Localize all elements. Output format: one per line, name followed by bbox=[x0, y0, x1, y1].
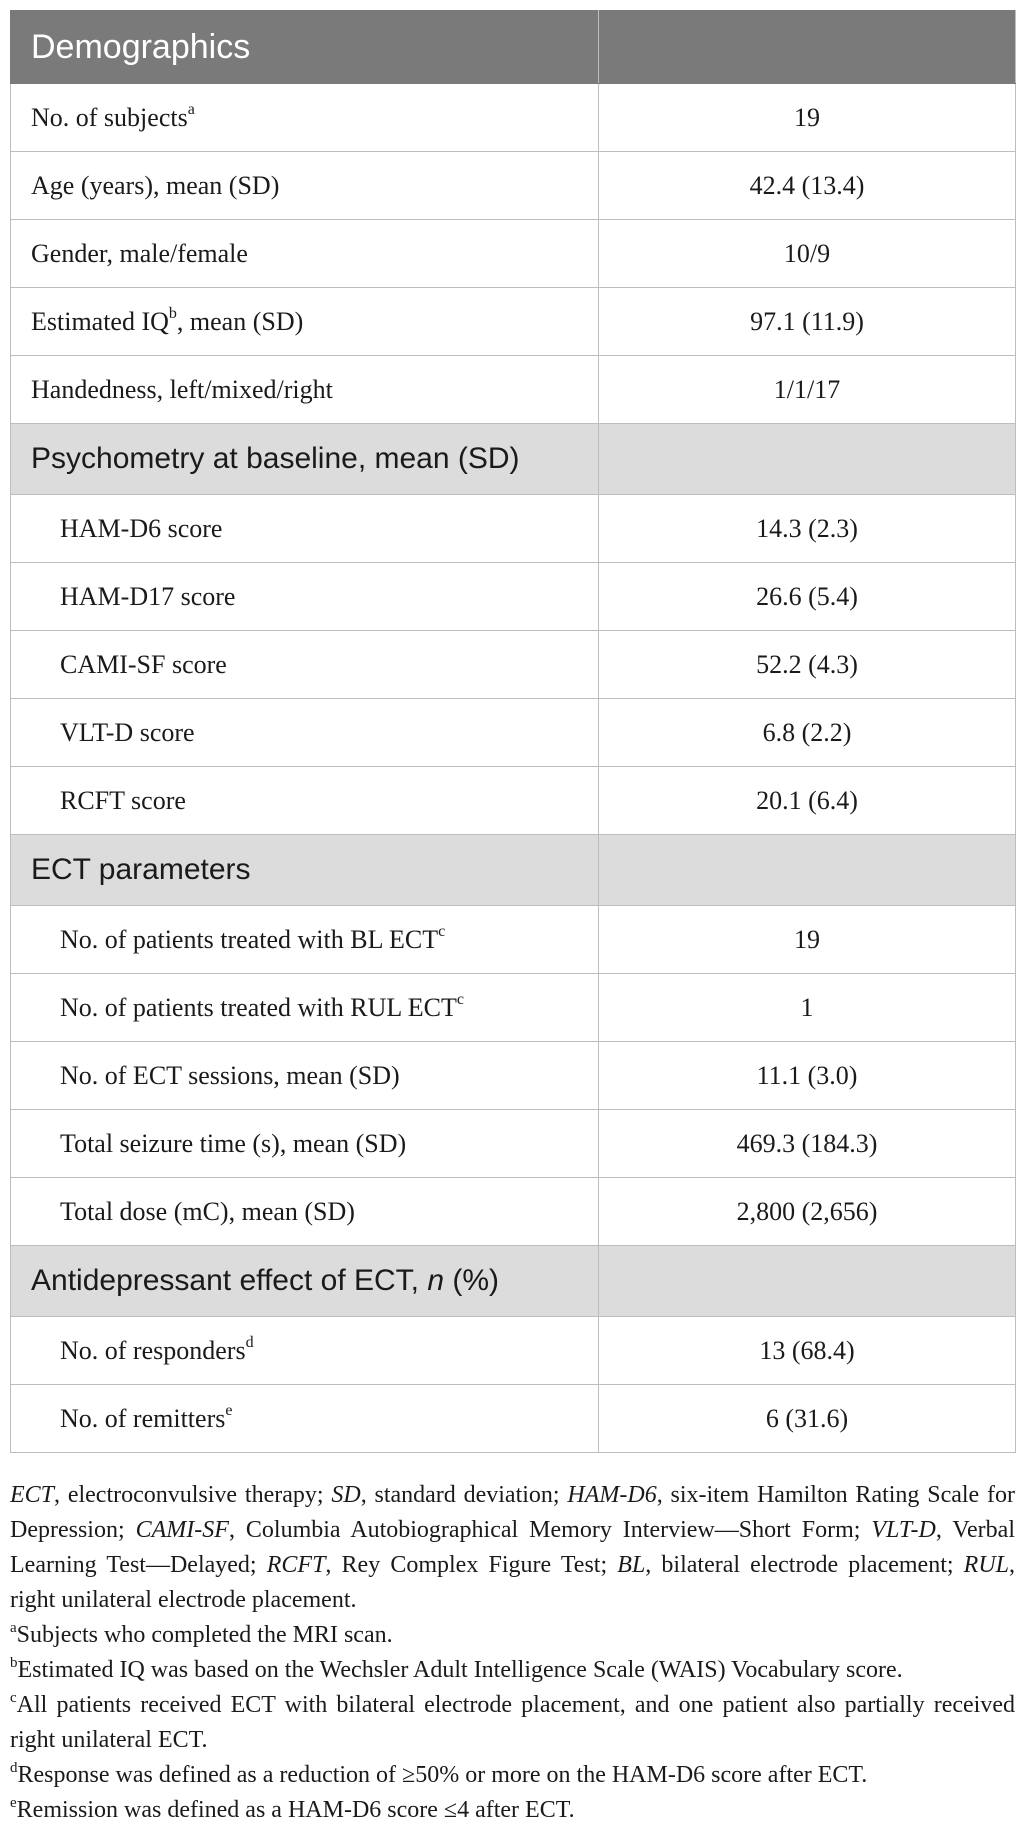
footnote-mark: e bbox=[10, 1795, 17, 1811]
row-value: 52.2 (4.3) bbox=[599, 631, 1016, 699]
abbrev-term: ECT bbox=[10, 1482, 55, 1508]
table-row bbox=[11, 631, 1016, 699]
row-label: Gender, male/female bbox=[11, 220, 599, 288]
footnote-marker: c bbox=[456, 990, 465, 1008]
abbrev-definition: , electroconvulsive therapy; bbox=[54, 1482, 332, 1508]
section-title-text: Antidepressant effect of ECT, bbox=[31, 1264, 428, 1297]
row-label-text: No. of subjects bbox=[31, 102, 188, 132]
row-value: 10/9 bbox=[599, 220, 1016, 288]
row-value: 6 (31.6) bbox=[599, 1385, 1016, 1453]
section-title bbox=[11, 1246, 599, 1317]
abbrev-definition: , standard deviation; bbox=[360, 1482, 568, 1508]
row-label: Total dose (mC), mean (SD) bbox=[11, 1178, 599, 1246]
abbrev-term: RCFT bbox=[266, 1552, 326, 1578]
row-value: 42.4 (13.4) bbox=[599, 152, 1016, 220]
table-row bbox=[11, 1110, 1016, 1178]
row-label: HAM-D6 score bbox=[11, 495, 599, 563]
table-header-empty-cell bbox=[599, 11, 1016, 84]
row-label: CAMI-SF score bbox=[11, 631, 599, 699]
table-row bbox=[11, 1042, 1016, 1110]
footnote-marker: a bbox=[187, 100, 195, 118]
row-label-text: Estimated IQ bbox=[31, 306, 169, 336]
table-row bbox=[11, 220, 1016, 288]
row-label-text: No. of remitters bbox=[60, 1403, 226, 1433]
row-value: 26.6 (5.4) bbox=[599, 563, 1016, 631]
table-row bbox=[11, 906, 1016, 974]
abbrev-definition: , right unilateral electrode placement. bbox=[10, 1552, 1016, 1613]
abbrev-definition: , Verbal Learning Test—Delayed; bbox=[10, 1517, 1015, 1578]
abbrev-term: CAMI-SF bbox=[135, 1517, 229, 1543]
section-empty-cell bbox=[599, 835, 1016, 906]
footnote-text: Estimated IQ was based on the Wechsler Adult Intelligence Scale (WAIS) Vocabulary score. bbox=[17, 1657, 903, 1683]
row-label: VLT-D score bbox=[11, 699, 599, 767]
footnote-marker: e bbox=[225, 1401, 233, 1419]
row-label-text: No. of responders bbox=[60, 1335, 246, 1365]
row-label: HAM-D17 score bbox=[11, 563, 599, 631]
footnote-mark: b bbox=[10, 1655, 18, 1671]
table-row bbox=[11, 356, 1016, 424]
section-header-row bbox=[11, 1246, 1016, 1317]
row-label bbox=[11, 1317, 599, 1385]
abbrev-term: SD bbox=[331, 1482, 361, 1508]
abbrev-term: BL bbox=[617, 1552, 646, 1578]
table-row bbox=[11, 767, 1016, 835]
row-value: 1/1/17 bbox=[599, 356, 1016, 424]
table-row bbox=[11, 84, 1016, 152]
footnote-text: Response was defined as a reduction of ≥50% or more on the HAM-D6 score after ECT. bbox=[17, 1762, 868, 1788]
abbrev-definition: , six-item Hamilton Rating Scale for Depression; bbox=[10, 1482, 1016, 1543]
footnote-text: Remission was defined as a HAM-D6 score ≤4 after ECT. bbox=[16, 1797, 575, 1823]
table-row bbox=[11, 288, 1016, 356]
row-label-text: No. of patients treated with RUL ECT bbox=[60, 992, 457, 1022]
table-row bbox=[11, 563, 1016, 631]
footnote-marker: b bbox=[168, 304, 177, 322]
row-label bbox=[11, 1385, 599, 1453]
row-value: 11.1 (3.0) bbox=[599, 1042, 1016, 1110]
table-row bbox=[11, 1178, 1016, 1246]
footnote-marker: d bbox=[245, 1333, 254, 1351]
section-header-row bbox=[11, 835, 1016, 906]
footnote-d bbox=[10, 1758, 1015, 1793]
section-header-row bbox=[11, 424, 1016, 495]
footnote-b bbox=[10, 1653, 1015, 1688]
row-label-text: No. of patients treated with BL ECT bbox=[60, 924, 439, 954]
row-label: Handedness, left/mixed/right bbox=[11, 356, 599, 424]
table-header-title: Demographics bbox=[11, 11, 599, 84]
abbrev-definition: , Rey Complex Figure Test; bbox=[325, 1552, 618, 1578]
abbrev-definition: , Columbia Autobiographical Memory Interview—Short Form; bbox=[228, 1517, 872, 1543]
footnote-c bbox=[10, 1688, 1015, 1758]
abbreviations-note bbox=[10, 1478, 1015, 1618]
footnote-mark: c bbox=[10, 1690, 17, 1706]
row-value: 20.1 (6.4) bbox=[599, 767, 1016, 835]
footnote-mark: d bbox=[10, 1760, 18, 1776]
footnote-e bbox=[10, 1793, 1015, 1828]
row-value: 469.3 (184.3) bbox=[599, 1110, 1016, 1178]
row-value: 19 bbox=[599, 84, 1016, 152]
demographics-table-container bbox=[10, 10, 1015, 1453]
row-value: 2,800 (2,656) bbox=[599, 1178, 1016, 1246]
table-footnotes bbox=[10, 1478, 1015, 1828]
row-label bbox=[11, 906, 599, 974]
row-label: RCFT score bbox=[11, 767, 599, 835]
section-title-italic: n bbox=[427, 1264, 445, 1297]
table-row bbox=[11, 1385, 1016, 1453]
table-row bbox=[11, 699, 1016, 767]
section-title-suffix: (%) bbox=[444, 1264, 500, 1297]
row-label bbox=[11, 974, 599, 1042]
demographics-table bbox=[10, 10, 1016, 1453]
table-row bbox=[11, 974, 1016, 1042]
footnote-a bbox=[10, 1618, 1015, 1653]
table-row bbox=[11, 1317, 1016, 1385]
row-label bbox=[11, 288, 599, 356]
abbrev-definition: , bilateral electrode placement; bbox=[645, 1552, 964, 1578]
section-title: Psychometry at baseline, mean (SD) bbox=[11, 424, 599, 495]
row-value: 6.8 (2.2) bbox=[599, 699, 1016, 767]
section-empty-cell bbox=[599, 424, 1016, 495]
footnote-mark: a bbox=[10, 1620, 17, 1636]
row-value: 97.1 (11.9) bbox=[599, 288, 1016, 356]
row-label: No. of ECT sessions, mean (SD) bbox=[11, 1042, 599, 1110]
abbrev-term: RUL bbox=[963, 1552, 1010, 1578]
section-title: ECT parameters bbox=[11, 835, 599, 906]
row-value: 1 bbox=[599, 974, 1016, 1042]
table-header-row bbox=[11, 11, 1016, 84]
abbrev-term: HAM-D6 bbox=[567, 1482, 657, 1508]
footnote-text: Subjects who completed the MRI scan. bbox=[16, 1622, 393, 1648]
row-label: Total seizure time (s), mean (SD) bbox=[11, 1110, 599, 1178]
table-row bbox=[11, 152, 1016, 220]
row-value: 13 (68.4) bbox=[599, 1317, 1016, 1385]
footnote-text: All patients received ECT with bilateral electrode placement, and one patient also partially received right unilateral ECT. bbox=[10, 1692, 1015, 1753]
table-row bbox=[11, 495, 1016, 563]
abbrev-term: VLT-D bbox=[871, 1517, 936, 1543]
row-value: 19 bbox=[599, 906, 1016, 974]
section-empty-cell bbox=[599, 1246, 1016, 1317]
row-label-text-suffix: , mean (SD) bbox=[176, 306, 304, 336]
row-value: 14.3 (2.3) bbox=[599, 495, 1016, 563]
row-label: Age (years), mean (SD) bbox=[11, 152, 599, 220]
row-label bbox=[11, 84, 599, 152]
footnote-marker: c bbox=[438, 922, 446, 940]
